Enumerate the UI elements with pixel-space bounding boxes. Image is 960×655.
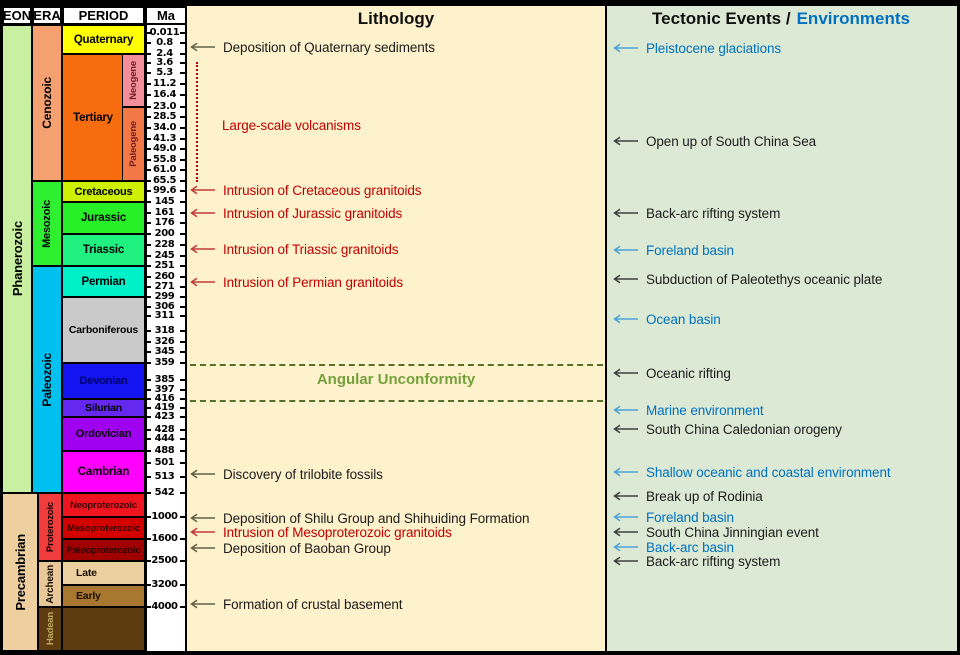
lithology-event-discovery-of-trilobite-fossils	[189, 465, 383, 483]
ma-tick-value: 260	[154, 271, 175, 282]
event-label: Large-scale volcanisms	[222, 117, 361, 133]
tectonic-event-back-arc-rifting-system	[612, 552, 780, 570]
band-label: Paleozoic	[40, 352, 54, 407]
band-label: Devonian	[79, 375, 128, 387]
tectonic-event-oceanic-rifting	[612, 364, 731, 382]
unconformity-line-top	[190, 364, 603, 366]
tectonic-event-south-china-caledonian-orogeny	[612, 420, 842, 438]
band-label: Cenozoic	[40, 77, 54, 129]
band-label: Mesoproterozoic	[66, 522, 140, 534]
tectonic-title	[605, 9, 957, 29]
event-label: Break up of Rodinia	[646, 488, 763, 504]
ma-tick-right	[180, 351, 185, 353]
ma-tick-value: 2500	[151, 555, 178, 566]
ma-tick-right	[180, 255, 185, 257]
ma-tick-value: 359	[154, 357, 175, 368]
ma-tick-right	[180, 398, 185, 400]
band-label: Proterozoic	[44, 501, 56, 553]
header-period: PERIOD	[62, 6, 145, 25]
ma-tick-value: 245	[154, 250, 175, 261]
left-arrow-icon	[612, 405, 639, 415]
ma-tick-value: 419	[154, 402, 175, 413]
ma-tick-right	[180, 222, 185, 224]
ma-tick-right	[180, 72, 185, 74]
event-label: Intrusion of Triassic granitoids	[223, 241, 399, 257]
tectonic-event-subduction-of-paleotethys-oceanic-plate	[612, 270, 882, 288]
ma-tick-right	[180, 190, 185, 192]
period-band-paleoproterozoic	[62, 539, 145, 561]
band-label: Precambrian	[12, 533, 28, 611]
ma-tick-right	[180, 462, 185, 464]
period-band-permian	[62, 266, 145, 297]
period-band-devonian	[62, 363, 145, 399]
event-label: Pleistocene glaciations	[646, 40, 782, 56]
ma-tick-value: 271	[154, 281, 175, 292]
tectonic-event-back-arc-rifting-system	[612, 204, 780, 222]
left-arrow-icon	[612, 245, 639, 255]
left-arrow-icon	[612, 527, 639, 537]
ma-tick-value: 228	[154, 239, 175, 250]
ma-tick-value: 145	[154, 196, 175, 207]
event-label: Back-arc rifting system	[646, 553, 781, 569]
ma-tick-value: 299	[154, 291, 175, 302]
event-label: Subduction of Paleotethys oceanic plate	[646, 271, 883, 287]
ma-tick-value: 23.0	[152, 101, 177, 112]
volcanism-span-line	[196, 62, 198, 182]
left-arrow-icon	[189, 244, 216, 254]
ma-tick-right	[180, 429, 185, 431]
ma-tick-right	[180, 169, 185, 171]
ma-tick-right	[180, 201, 185, 203]
tectonic-event-open-up-of-south-china-sea	[612, 132, 816, 150]
band-label: Permian	[81, 275, 126, 288]
left-arrow-icon	[189, 277, 216, 287]
band-label: Paleogene	[128, 121, 139, 167]
left-arrow-icon	[612, 424, 639, 434]
header-eon: EON	[2, 8, 32, 23]
event-label: Shallow oceanic and coastal environment	[646, 464, 891, 480]
event-label: South China Jinningian event	[646, 524, 819, 540]
tectonic-event-shallow-oceanic-and-coastal-environment	[612, 463, 891, 481]
period-band-carboniferous	[62, 297, 145, 363]
ma-tick-value: 41.3	[152, 133, 177, 144]
left-arrow-icon	[612, 467, 639, 477]
unconformity-label: Angular Unconformity	[316, 371, 476, 388]
ma-tick-value: 55.8	[152, 154, 177, 165]
band-label: Quaternary	[73, 33, 134, 46]
ma-tick-value: 488	[154, 445, 175, 456]
tectonic-event-ocean-basin	[612, 310, 721, 328]
ma-tick-right	[180, 306, 185, 308]
left-arrow-icon	[612, 43, 639, 53]
event-label: Ocean basin	[646, 311, 721, 327]
band-label: Neogene	[128, 61, 139, 100]
left-arrow-icon	[612, 208, 639, 218]
ma-tick-right	[180, 116, 185, 118]
ma-tick-value: 326	[154, 336, 175, 347]
ma-tick-right	[180, 106, 185, 108]
ma-tick-right	[180, 233, 185, 235]
left-arrow-icon	[189, 599, 216, 609]
ma-tick-value: 3.6	[156, 57, 173, 68]
ma-tick-value: 318	[154, 325, 175, 336]
period-band-early	[62, 585, 145, 607]
eon-band-phanerozoic	[2, 25, 32, 493]
ma-tick-right	[180, 212, 185, 214]
era-band-proterozoic	[38, 493, 62, 561]
period-band-silurian	[62, 399, 145, 417]
ma-tick-right	[180, 438, 185, 440]
left-arrow-icon	[189, 208, 216, 218]
left-arrow-icon	[612, 314, 639, 324]
ma-tick-value: 4000	[151, 601, 178, 612]
unconformity-line-bottom	[190, 400, 603, 402]
band-label: Jurassic	[80, 212, 127, 224]
era-band-hadean	[38, 607, 62, 651]
tectonic-event-break-up-of-rodinia	[612, 487, 763, 505]
ma-tick-right	[180, 330, 185, 332]
event-label: Deposition of Baoban Group	[223, 540, 391, 556]
ma-tick-right	[180, 362, 185, 364]
ma-tick-right	[180, 476, 185, 478]
period-band-ordovician	[62, 417, 145, 451]
band-label: Triassic	[82, 244, 125, 256]
ma-tick-value: 49.0	[152, 143, 177, 154]
ma-tick-value: 200	[154, 228, 175, 239]
ma-tick-value: 513	[154, 471, 175, 482]
ma-tick-right	[180, 341, 185, 343]
ma-tick-value: 34.0	[152, 122, 177, 133]
ma-tick-right	[180, 180, 185, 182]
lithology-event-intrusion-of-jurassic-granitoids	[189, 204, 402, 222]
event-label: Foreland basin	[646, 509, 734, 525]
period-band-triassic	[62, 234, 145, 266]
period-band-mesoproterozoic	[62, 517, 145, 539]
ma-tick-value: 397	[154, 384, 175, 395]
ma-tick-value: 416	[154, 393, 175, 404]
ma-tick-right	[180, 244, 185, 246]
ma-tick-right	[180, 94, 185, 96]
period-band-cretaceous	[62, 181, 145, 202]
event-label: Deposition of Quaternary sediments	[223, 39, 435, 55]
band-label: Early	[76, 590, 101, 602]
ma-tick-value: 11.2	[152, 78, 177, 89]
ma-tick-value: 501	[154, 457, 175, 468]
band-label: Carboniferous	[68, 324, 139, 336]
event-label: Intrusion of Jurassic granitoids	[223, 205, 403, 221]
ma-tick-value: 385	[154, 374, 175, 385]
left-arrow-icon	[189, 469, 216, 479]
event-label: Back-arc rifting system	[646, 205, 781, 221]
ma-tick-right	[180, 560, 185, 562]
ma-tick-right	[180, 276, 185, 278]
ma-tick-value: 311	[154, 310, 175, 321]
ma-tick-value: 251	[154, 260, 175, 271]
period-band-hadean	[62, 607, 145, 651]
ma-tick-value: 16.4	[152, 89, 177, 100]
lithology-event-intrusion-of-cretaceous-granitoids	[189, 181, 421, 199]
period-band-cambrian	[62, 451, 145, 493]
band-label: Cambrian	[77, 466, 130, 478]
ma-tick-value: 0.011	[149, 27, 180, 38]
left-arrow-icon	[189, 185, 216, 195]
ma-tick-value: 176	[154, 217, 175, 228]
ma-tick-right	[180, 379, 185, 381]
ma-tick-right	[180, 83, 185, 85]
event-label: Marine environment	[646, 402, 764, 418]
lithology-event-deposition-of-baoban-group	[189, 539, 391, 557]
ma-tick-right	[180, 127, 185, 129]
left-arrow-icon	[189, 527, 216, 537]
period-band-quaternary	[62, 25, 145, 54]
ma-tick-value: 428	[154, 424, 175, 435]
ma-tick-right	[180, 296, 185, 298]
band-label: Ordovician	[75, 428, 132, 440]
ma-tick-value: 444	[154, 433, 175, 444]
tectonic-event-marine-environment	[612, 401, 764, 419]
ma-tick-right	[180, 42, 185, 44]
lithology-event-intrusion-of-triassic-granitoids	[189, 240, 398, 258]
ma-tick-value: 3200	[151, 579, 178, 590]
ma-tick-right	[180, 159, 185, 161]
left-arrow-icon	[612, 368, 639, 378]
ma-tick-right	[180, 62, 185, 64]
event-label: Foreland basin	[646, 242, 734, 258]
band-label: Archean	[44, 564, 56, 604]
ma-tick-right	[180, 286, 185, 288]
band-label: Paleoproterozoic	[66, 544, 141, 556]
ma-tick-right	[180, 138, 185, 140]
ma-tick-right	[180, 492, 185, 494]
ma-tick-value: 5.3	[156, 67, 173, 78]
tectonic-event-pleistocene-glaciations	[612, 39, 781, 57]
ma-tick-right	[180, 516, 185, 518]
band-label: Cretaceous	[74, 185, 133, 198]
ma-tick-value: 345	[154, 346, 175, 357]
ma-tick-right	[180, 148, 185, 150]
event-label: Discovery of trilobite fossils	[223, 466, 383, 482]
ma-tick-value: 0.8	[156, 37, 173, 48]
left-arrow-icon	[612, 491, 639, 501]
event-label: Open up of South China Sea	[646, 133, 817, 149]
left-arrow-icon	[612, 274, 639, 284]
event-label: Deposition of Shilu Group and Shihuiding Formation	[223, 510, 530, 526]
ma-tick-value: 306	[154, 301, 175, 312]
ma-tick-value: 1600	[151, 533, 178, 544]
event-label: Back-arc basin	[646, 539, 734, 555]
ma-tick-right	[180, 584, 185, 586]
event-label: Intrusion of Permian granitoids	[223, 274, 403, 290]
ma-tick-right	[180, 450, 185, 452]
ma-tick-right	[180, 32, 185, 34]
left-arrow-icon	[612, 542, 639, 552]
ma-tick-value: 2.4	[156, 48, 173, 59]
lithology-event-deposition-of-quaternary-sediments	[189, 38, 435, 56]
ma-tick-value: 61.0	[152, 164, 177, 175]
left-arrow-icon	[189, 42, 216, 52]
ma-tick-value: 65.5	[152, 175, 177, 186]
subperiod-band-neogene	[122, 54, 145, 107]
band-label-box	[63, 112, 123, 124]
era-band-cenozoic	[32, 25, 62, 181]
era-band-archean	[38, 561, 62, 607]
lithology-event-large-scale-volcanisms	[222, 116, 361, 134]
ma-tick-right	[180, 416, 185, 418]
band-label: Silurian	[85, 402, 122, 414]
ma-tick-value: 542	[154, 487, 175, 498]
event-label: Formation of crustal basement	[223, 596, 403, 612]
band-label: Mesozoic	[41, 199, 53, 248]
ma-tick-value: 28.5	[152, 111, 177, 122]
lithology-event-formation-of-crustal-basement	[189, 595, 402, 613]
tectonic-title-black: Tectonic Events /	[652, 9, 791, 28]
ma-tick-right	[180, 53, 185, 55]
lithology-event-intrusion-of-permian-granitoids	[189, 273, 403, 291]
left-arrow-icon	[612, 556, 639, 566]
band-label: Late	[76, 567, 97, 579]
eon-band-precambrian	[2, 493, 38, 651]
subperiod-band-paleogene	[122, 107, 145, 181]
band-label: Hadean	[44, 612, 56, 646]
band-label: Tertiary	[73, 111, 113, 124]
tectonic-event-foreland-basin	[612, 241, 734, 259]
event-label: Oceanic rifting	[646, 365, 731, 381]
ma-tick-right	[180, 265, 185, 267]
event-label: Intrusion of Cretaceous granitoids	[223, 182, 422, 198]
left-arrow-icon	[189, 513, 216, 523]
ma-tick-right	[180, 407, 185, 409]
lithology-title: Lithology	[357, 9, 435, 28]
band-label: Phanerozoic	[9, 221, 25, 297]
era-band-paleozoic	[32, 266, 62, 493]
band-label: Neoproterozoic	[70, 499, 137, 511]
ma-tick-value: 423	[154, 411, 175, 422]
ma-tick-value: 1000	[151, 511, 178, 522]
period-band-neoproterozoic	[62, 493, 145, 517]
ma-tick-right	[180, 389, 185, 391]
ma-tick-right	[180, 315, 185, 317]
event-label: South China Caledonian orogeny	[646, 421, 842, 437]
left-arrow-icon	[612, 136, 639, 146]
header-ma: Ma	[145, 6, 187, 25]
left-arrow-icon	[189, 543, 216, 553]
ma-tick-right	[180, 538, 185, 540]
tectonic-title-blue: Environments	[796, 9, 910, 28]
era-band-mesozoic	[32, 181, 62, 266]
event-label: Intrusion of Mesoproterozoic granitoids	[223, 524, 452, 540]
period-band-late	[62, 561, 145, 585]
period-band-jurassic	[62, 202, 145, 234]
ma-tick-value: 99.6	[152, 185, 177, 196]
ma-tick-right	[180, 606, 185, 608]
left-arrow-icon	[612, 512, 639, 522]
header-era: ERA	[33, 8, 61, 23]
ma-tick-value: 161	[154, 207, 175, 218]
